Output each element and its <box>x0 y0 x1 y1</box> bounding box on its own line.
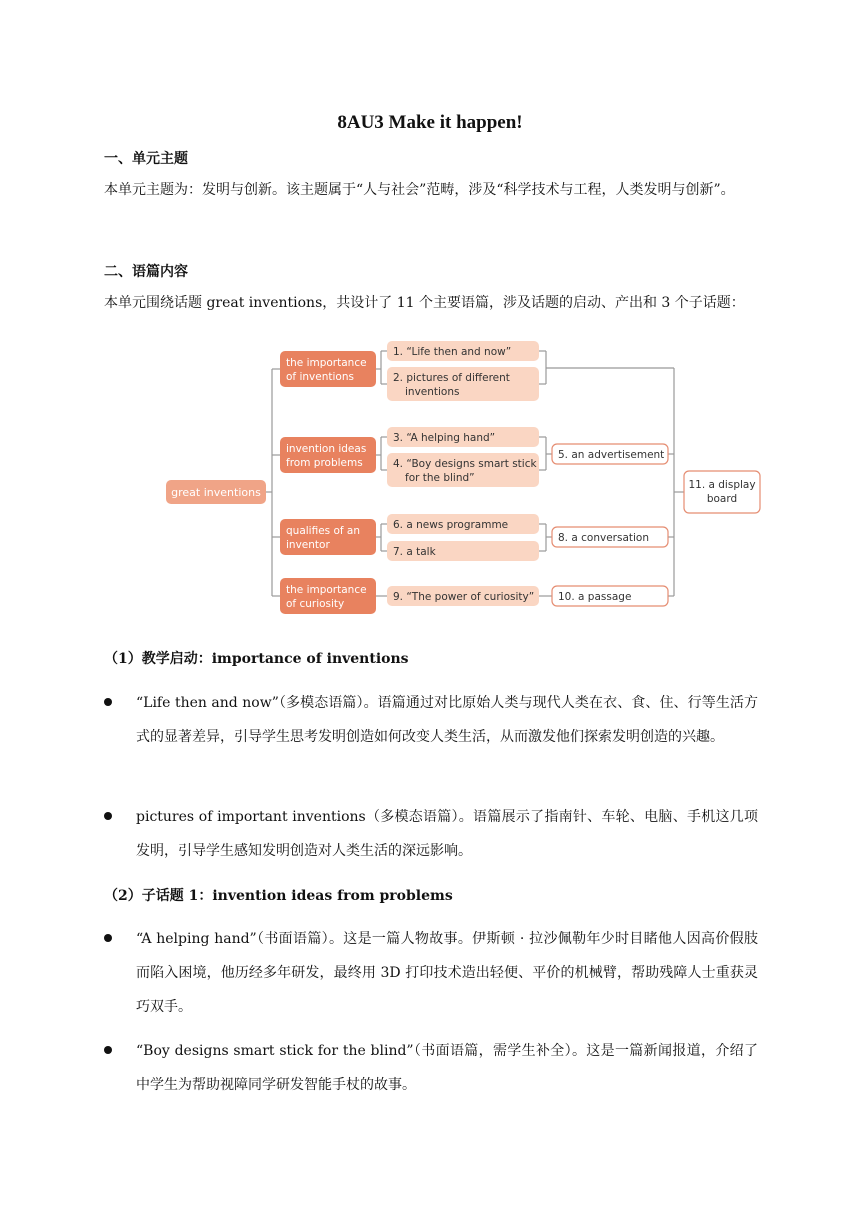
bullet-item <box>104 686 758 754</box>
bullet-text: “Boy designs smart stick for the blind”（书面语篇，需学生补全）。这是一篇新闻报道，介绍了中学生为帮助视障同学研发智能手杖的故事。 <box>136 1043 758 1093</box>
bullet-dot-icon <box>104 698 112 706</box>
document-title: 8AU3 Make it happen! <box>337 112 523 133</box>
item-node-10 <box>552 586 668 606</box>
part-1-heading: （1）教学启动：importance of inventions <box>104 651 409 667</box>
topic-3-line-2: inventor <box>286 539 330 551</box>
svg-text:for the blind”: for the blind” <box>405 472 475 484</box>
bullet-text: “A helping hand”（书面语篇）。这是一篇人物故事。伊斯顿 · 拉沙佩勒年少时目睹他人因高价假肢而陷入困境，他历经多年研发，最终用 3D 打印技术造出轻便、平价的机械臂，帮助残障人士重获灵巧双手。 <box>136 931 758 1015</box>
svg-text:9. “The power of curiosity”: 9. “The power of curiosity” <box>393 591 535 603</box>
item-node-2 <box>387 367 539 401</box>
item-node-9 <box>387 586 539 606</box>
svg-text:4. “Boy designs smart stick: 4. “Boy designs smart stick <box>393 458 537 470</box>
section-1-heading: 一、单元主题 <box>104 151 188 167</box>
svg-text:7. a talk: 7. a talk <box>393 546 436 558</box>
topic-4-line-1: the importance <box>286 584 367 596</box>
bullet-dot-icon <box>104 812 112 820</box>
bullet-dot-icon <box>104 1046 112 1054</box>
root-node <box>166 480 266 504</box>
topic-node-inventions <box>280 351 376 387</box>
bullet-item <box>104 800 758 868</box>
topic-node-curiosity <box>280 578 376 614</box>
bullet-text: pictures of important inventions（多模态语篇）。语篇展示了指南针、车轮、电脑、手机这几项发明，引导学生感知发明创造对人类生活的深远影响。 <box>136 809 758 859</box>
section-2-heading: 二、语篇内容 <box>104 264 188 280</box>
topic-1-line-1: the importance <box>286 357 367 369</box>
svg-text:board: board <box>706 493 738 505</box>
topic-2-line-2: from problems <box>286 457 363 469</box>
section-2-text: 本单元围绕话题 great inventions，共设计了 11 个主要语篇，涉及话题的启动、产出和 3 个子话题： <box>104 295 745 311</box>
item-node-8 <box>552 527 668 547</box>
root-label: great inventions <box>171 486 261 499</box>
bullet-item <box>104 1034 758 1102</box>
topic-node-inventor <box>280 519 376 555</box>
item-node-5 <box>552 444 668 464</box>
svg-text:8. a conversation: 8. a conversation <box>558 532 649 544</box>
svg-text:6. a news programme: 6. a news programme <box>393 519 509 531</box>
section-1-text: 本单元主题为：发明与创新。该主题属于“人与社会”范畴，涉及“科学技术与工程，人类发明与创新”。 <box>104 182 735 198</box>
svg-text:10. a passage: 10. a passage <box>558 591 632 603</box>
part-2-heading: （2）子话题 1：invention ideas from problems <box>104 888 453 904</box>
topic-2-line-1: invention ideas <box>286 443 367 455</box>
item-node-3 <box>387 427 539 447</box>
svg-text:1. “Life then and now”: 1. “Life then and now” <box>393 346 512 358</box>
topic-4-line-2: of curiosity <box>286 598 345 610</box>
item-node-6 <box>387 514 539 534</box>
topic-3-line-1: qualifies of an <box>286 525 361 537</box>
svg-text:5. an advertisement: 5. an advertisement <box>558 449 665 461</box>
svg-text:3. “A helping hand”: 3. “A helping hand” <box>393 432 496 444</box>
svg-text:inventions: inventions <box>405 386 460 398</box>
item-node-11 <box>684 471 760 513</box>
bullet-text: “Life then and now”（多模态语篇）。语篇通过对比原始人类与现代人类在衣、食、住、行等生活方式的显著差异，引导学生思考发明创造如何改变人类生活，从而激发他们探索发明创造的兴趣。 <box>136 695 758 745</box>
item-node-7 <box>387 541 539 561</box>
item-node-4 <box>387 453 539 487</box>
svg-text:11. a display: 11. a display <box>688 479 756 491</box>
svg-text:2. pictures of different: 2. pictures of different <box>393 372 510 384</box>
bullet-dot-icon <box>104 934 112 942</box>
topic-1-line-2: of inventions <box>286 371 354 383</box>
bullet-item <box>104 922 758 1024</box>
topic-node-problems <box>280 437 376 473</box>
item-node-1 <box>387 341 539 361</box>
